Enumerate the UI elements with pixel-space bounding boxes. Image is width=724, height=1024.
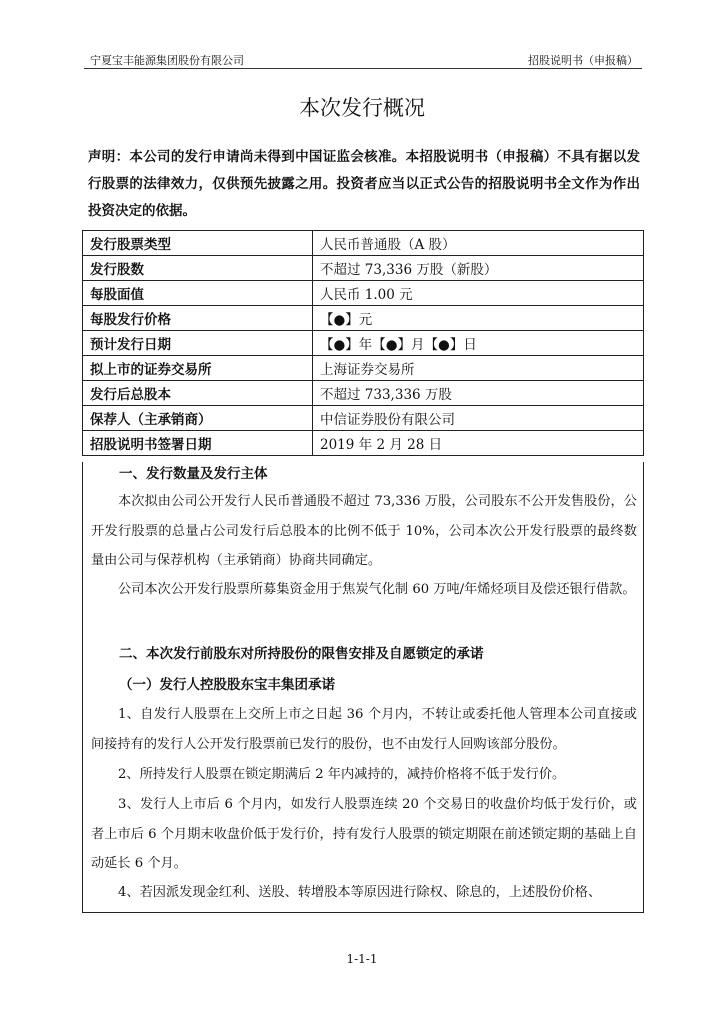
page-header	[84, 50, 642, 69]
table-row	[83, 406, 644, 431]
header-company: 宁夏宝丰能源集团股份有限公司	[90, 54, 244, 67]
table-row	[83, 331, 644, 356]
table-row	[83, 256, 644, 281]
subsection-heading-controller: （一）发行人控股股东宝丰集团承诺	[119, 677, 335, 693]
row-key: 预计发行日期	[83, 331, 313, 356]
paragraph-commitment-3: 3、发行人上市后 6 个月内，如发行人股票连续 20 个交易日的收盘价均低于发行价，或者上市后 6 个月期末收盘价低于发行价，持有发行人股票的锁定期限在前述锁定期的基础上自动延长 6 个月。	[91, 797, 637, 871]
header-doc-title: 招股说明书（申报稿）	[528, 54, 638, 67]
row-value: 不超过 733,336 万股	[313, 381, 644, 406]
paragraph-proceeds: 公司本次公开发行股票所募集资金用于焦炭气化制 60 万吨/年烯烃项目及偿还银行借款。	[118, 582, 636, 597]
row-key: 发行股数	[83, 256, 313, 281]
row-value: 上海证券交易所	[313, 356, 644, 381]
row-key: 每股面值	[83, 281, 313, 306]
row-value: 【●】元	[313, 306, 644, 331]
section-heading-lockup: 二、本次发行前股东对所持股份的限售安排及自愿锁定的承诺	[119, 646, 484, 662]
row-key: 发行后总股本	[83, 381, 313, 406]
row-value: 中信证券股份有限公司	[313, 406, 644, 431]
offering-table	[82, 230, 644, 456]
table-row	[83, 356, 644, 381]
page-number: 1-1-1	[346, 952, 378, 966]
declaration: 声明：本公司的发行申请尚未得到中国证监会核准。本招股说明书（申报稿）不具有据以发行股票的法律效力，仅供预先披露之用。投资者应当以正式公告的招股说明书全文作为作出投资决定的依据。	[88, 149, 640, 219]
table-row	[83, 381, 644, 406]
section-heading-issuance: 一、发行数量及发行主体	[119, 466, 268, 482]
paragraph-commitment-2: 2、所持发行人股票在锁定期满后 2 年内减持的，减持价格将不低于发行价。	[118, 767, 566, 782]
row-value: 不超过 73,336 万股（新股）	[313, 256, 644, 281]
row-key: 发行股票类型	[83, 231, 313, 256]
row-key: 每股发行价格	[83, 306, 313, 331]
row-value: 人民币 1.00 元	[313, 281, 644, 306]
table-row	[83, 431, 644, 456]
row-key: 拟上市的证券交易所	[83, 356, 313, 381]
table-row	[83, 306, 644, 331]
table-row	[83, 231, 644, 256]
row-key: 招股说明书签署日期	[83, 431, 313, 456]
row-key: 保荐人（主承销商）	[83, 406, 313, 431]
row-value: 人民币普通股（A 股）	[313, 231, 644, 256]
page-title: 本次发行概况	[299, 96, 425, 120]
row-value: 2019 年 2 月 28 日	[313, 431, 644, 456]
table-row	[83, 281, 644, 306]
row-value: 【●】年【●】月【●】日	[313, 331, 644, 356]
paragraph-commitment-4: 4、若因派发现金红利、送股、转增股本等原因进行除权、除息的，上述股份价格、	[118, 885, 602, 900]
paragraph-commitment-1: 1、自发行人股票在上交所上市之日起 36 个月内，不转让或委托他人管理本公司直接或间接持有的发行人公开发行股票前已发行的股份，也不由发行人回购该部分股份。	[91, 707, 637, 752]
body-box	[82, 462, 644, 913]
paragraph-issuance: 本次拟由公司公开发行人民币普通股不超过 73,336 万股，公司股东不公开发售股份，公开发行股票的总量占公司发行后总股本的比例不低于 10%，公司本次公开发行股票的最终数量由公司与保荐机构（主承销商）协商共同确定。	[91, 494, 637, 568]
